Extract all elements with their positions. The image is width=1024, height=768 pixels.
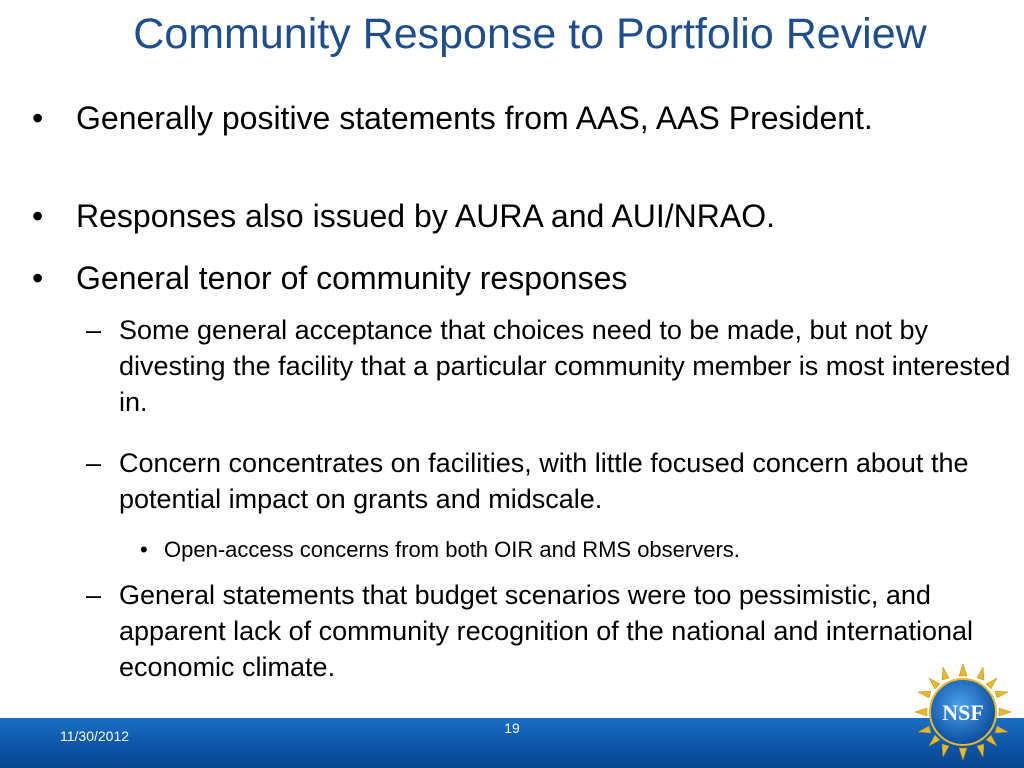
sub-bullet-text: Concern concentrates on facilities, with little focused concern about the potential impact on grants and midscale. bbox=[119, 448, 969, 514]
sub-bullet-text: General statements that budget scenarios were too pessimistic, and apparent lack of community recognition of the national and international economic climate. bbox=[119, 580, 974, 682]
bullet-item bbox=[32, 98, 936, 139]
sub-sub-bullet-text: Open-access concerns from both OIR and RMS observers. bbox=[164, 537, 740, 562]
sub-bullet-marker: – bbox=[86, 580, 102, 610]
bullet-item bbox=[32, 196, 936, 237]
bullet-text: General tenor of community responses bbox=[76, 260, 628, 296]
bullet-item bbox=[32, 258, 936, 299]
sub-bullet-item bbox=[86, 312, 1019, 420]
footer-date: 11/30/2012 bbox=[60, 728, 130, 744]
sub-bullet-marker: – bbox=[86, 315, 102, 345]
bullet-marker: • bbox=[32, 198, 44, 234]
page-number: 19 bbox=[504, 720, 520, 736]
nsf-logo-icon bbox=[913, 662, 1013, 762]
slide-title: Community Response to Portfolio Review bbox=[133, 10, 927, 58]
sub-bullet-text: Some general acceptance that choices need to be made, but not by divesting the facility that a particular community member is most interested in. bbox=[119, 315, 1011, 417]
bullet-text: Responses also issued by AURA and AUI/NRAO. bbox=[76, 198, 776, 234]
bullet-marker: • bbox=[32, 100, 44, 136]
bullet-marker: • bbox=[32, 260, 44, 296]
sub-sub-bullet-marker: • bbox=[140, 537, 148, 562]
sub-bullet-marker: – bbox=[86, 448, 102, 478]
bullet-text: Generally positive statements from AAS, AAS President. bbox=[76, 100, 873, 136]
sub-sub-bullet-item bbox=[140, 535, 1004, 565]
logo-text: NSF bbox=[942, 700, 984, 725]
sub-bullet-item bbox=[86, 577, 1019, 685]
footer-bar bbox=[0, 718, 1024, 768]
sub-bullet-item bbox=[86, 445, 1019, 517]
